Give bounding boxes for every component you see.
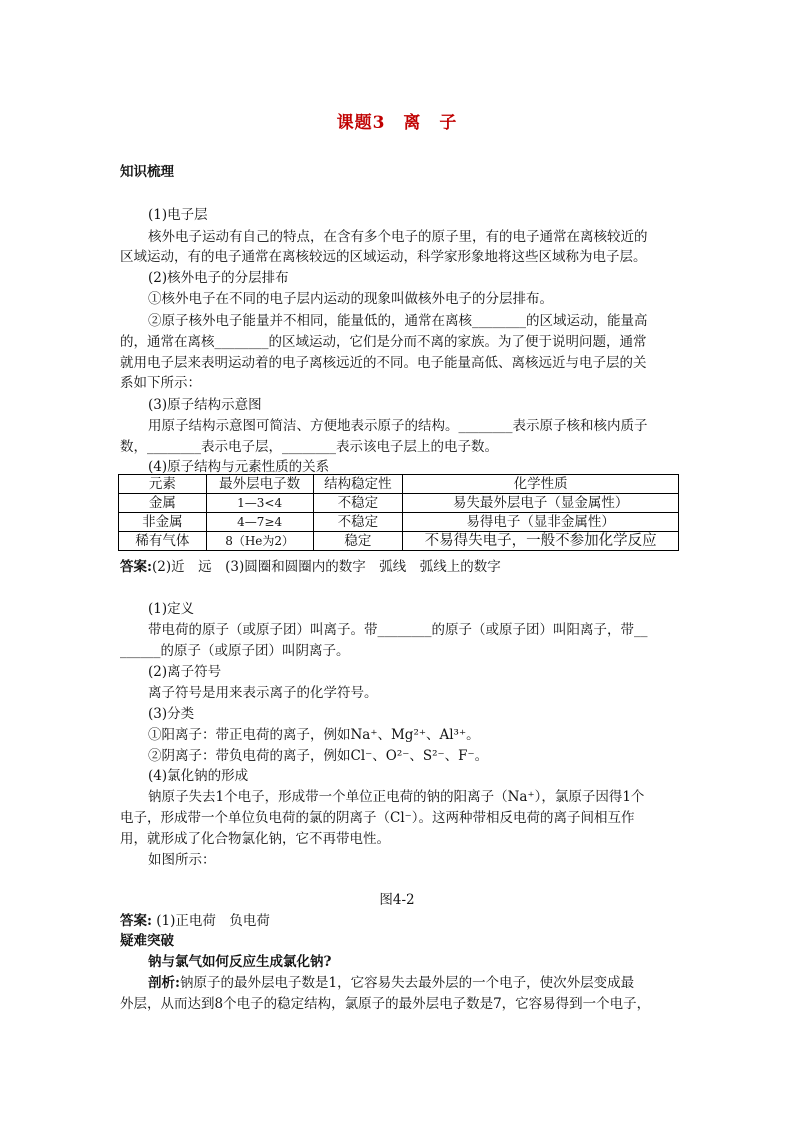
analysis-text: 钠原子的最外层电子数是1，它容易失去最外层的一个电子，使次外层变成最 xyxy=(179,975,635,991)
paragraph-line: 系如下所示： xyxy=(120,375,201,391)
table-cell: 8（He为2） xyxy=(206,532,313,551)
table-cell: 非金属 xyxy=(119,513,207,532)
paragraph-line: 用，就形成了化合物氯化钠，它不再带电性。 xyxy=(120,831,390,847)
paragraph-line: 用原子结构示意图可简洁、方便地表示原子的结构。________表示原子核和核内质子 xyxy=(148,418,648,434)
analysis-line xyxy=(148,972,680,994)
analysis-label: 剖析: xyxy=(148,975,180,991)
question-heading: 钠与氯气如何反应生成氯化钠? xyxy=(148,954,332,970)
table-cell: 稳定 xyxy=(313,532,403,551)
paragraph-line: 带电荷的原子（或原子团）叫离子。带________的原子（或原子团）叫阳离子，带__ xyxy=(148,622,648,638)
paragraph-line: 核外电子运动有自己的特点，在含有多个电子的原子里，有的电子通常在离核较近的 xyxy=(148,229,648,245)
subheading-electron-shell: (1)电子层 xyxy=(148,207,208,223)
table-cell: 1—3<4 xyxy=(206,494,313,513)
table-cell: 易得电子（显非金属性） xyxy=(403,513,679,532)
subheading-nacl-formation: (4)氯化钠的形成 xyxy=(148,768,249,784)
paragraph-line: ①阳离子：带正电荷的离子，例如Na⁺、Mg²⁺、Al³⁺。 xyxy=(148,727,480,743)
paragraph-line: 电子，形成带一个单位负电荷的氯的阴离子（Cl⁻）。这两种带相反电荷的离子间相互作 xyxy=(120,810,635,826)
table-cell: 金属 xyxy=(119,494,207,513)
paragraph-line: 区域运动，有的电子通常在离核较远的区域运动，科学家形象地将这些区域称为电子层。 xyxy=(120,249,647,265)
table-cell: 易失最外层电子（显金属性） xyxy=(403,494,679,513)
subheading-structure-properties: (4)原子结构与元素性质的关系 xyxy=(148,459,330,475)
paragraph-line: 的，通常在离核________的区域运动，它们是分而不离的家族。为了便于说明问题，通常 xyxy=(120,334,647,350)
table-cell: 不稳定 xyxy=(313,513,403,532)
paragraph-line: ②原子核外电子能量并不相同，能量低的，通常在离核________的区域运动，能量高 xyxy=(148,313,648,329)
paragraph-line: 数，________表示电子层，________表示该电子层上的电子数。 xyxy=(120,439,498,455)
answer-line xyxy=(120,910,680,932)
table-header-cell: 元素 xyxy=(119,475,207,494)
table-cell: 不易得失电子，一般不参加化学反应 xyxy=(403,532,679,551)
table-cell: 4—7≥4 xyxy=(206,513,313,532)
paragraph-line: 如图所示： xyxy=(148,852,216,868)
section-heading-difficulty: 疑难突破 xyxy=(120,933,174,949)
paragraph-line: 就用电子层来表明运动着的电子离核远近的不同。电子能量高低、离核远近与电子层的关 xyxy=(120,355,647,371)
section-heading-knowledge: 知识梳理 xyxy=(120,164,174,180)
table-row xyxy=(119,513,679,532)
table-header-cell: 化学性质 xyxy=(403,475,679,494)
paragraph-line: 离子符号是用来表示离子的化学符号。 xyxy=(148,685,378,701)
table-cell: 不稳定 xyxy=(313,494,403,513)
paragraph-line: 外层，从而达到8个电子的稳定结构，氯原子的最外层电子数是7，它容易得到一个电子， xyxy=(120,996,651,1012)
paragraph-line: ①核外电子在不同的电子层内运动的现象叫做核外电子的分层排布。 xyxy=(148,291,553,307)
table-header-row xyxy=(119,475,679,494)
figure-caption: 图4-2 xyxy=(379,892,415,908)
answer-text: (1)正电荷 负电荷 xyxy=(151,913,270,929)
answer-label: 答案: xyxy=(120,913,152,929)
subheading-layered-arrangement: (2)核外电子的分层排布 xyxy=(148,270,289,286)
table-header-cell: 最外层电子数 xyxy=(206,475,313,494)
paragraph-line: ______的原子（或原子团）叫阴离子。 xyxy=(120,643,350,659)
subheading-definition: (1)定义 xyxy=(148,601,195,617)
table-row xyxy=(119,494,679,513)
structure-properties-table xyxy=(118,474,679,551)
paragraph-line: ②阴离子：带负电荷的离子，例如Cl⁻、O²⁻、S²⁻、F⁻。 xyxy=(148,748,489,764)
answer-text: (2)近 远 (3)圆圈和圆圈内的数字 弧线 弧线上的数字 xyxy=(151,559,501,575)
table-cell: 稀有气体 xyxy=(119,532,207,551)
table-row xyxy=(119,532,679,551)
subheading-structure-diagram: (3)原子结构示意图 xyxy=(148,397,262,413)
subheading-ion-symbol: (2)离子符号 xyxy=(148,664,222,680)
answer-label: 答案: xyxy=(120,559,152,575)
table-header-cell: 结构稳定性 xyxy=(313,475,403,494)
paragraph-line: 钠原子失去1个电子，形成带一个单位正电荷的钠的阳离子（Na⁺），氯原子因得1个 xyxy=(148,789,645,805)
subheading-classification: (3)分类 xyxy=(148,706,195,722)
answer-line xyxy=(120,556,680,578)
page-title: 课题3 离 子 xyxy=(336,113,458,133)
